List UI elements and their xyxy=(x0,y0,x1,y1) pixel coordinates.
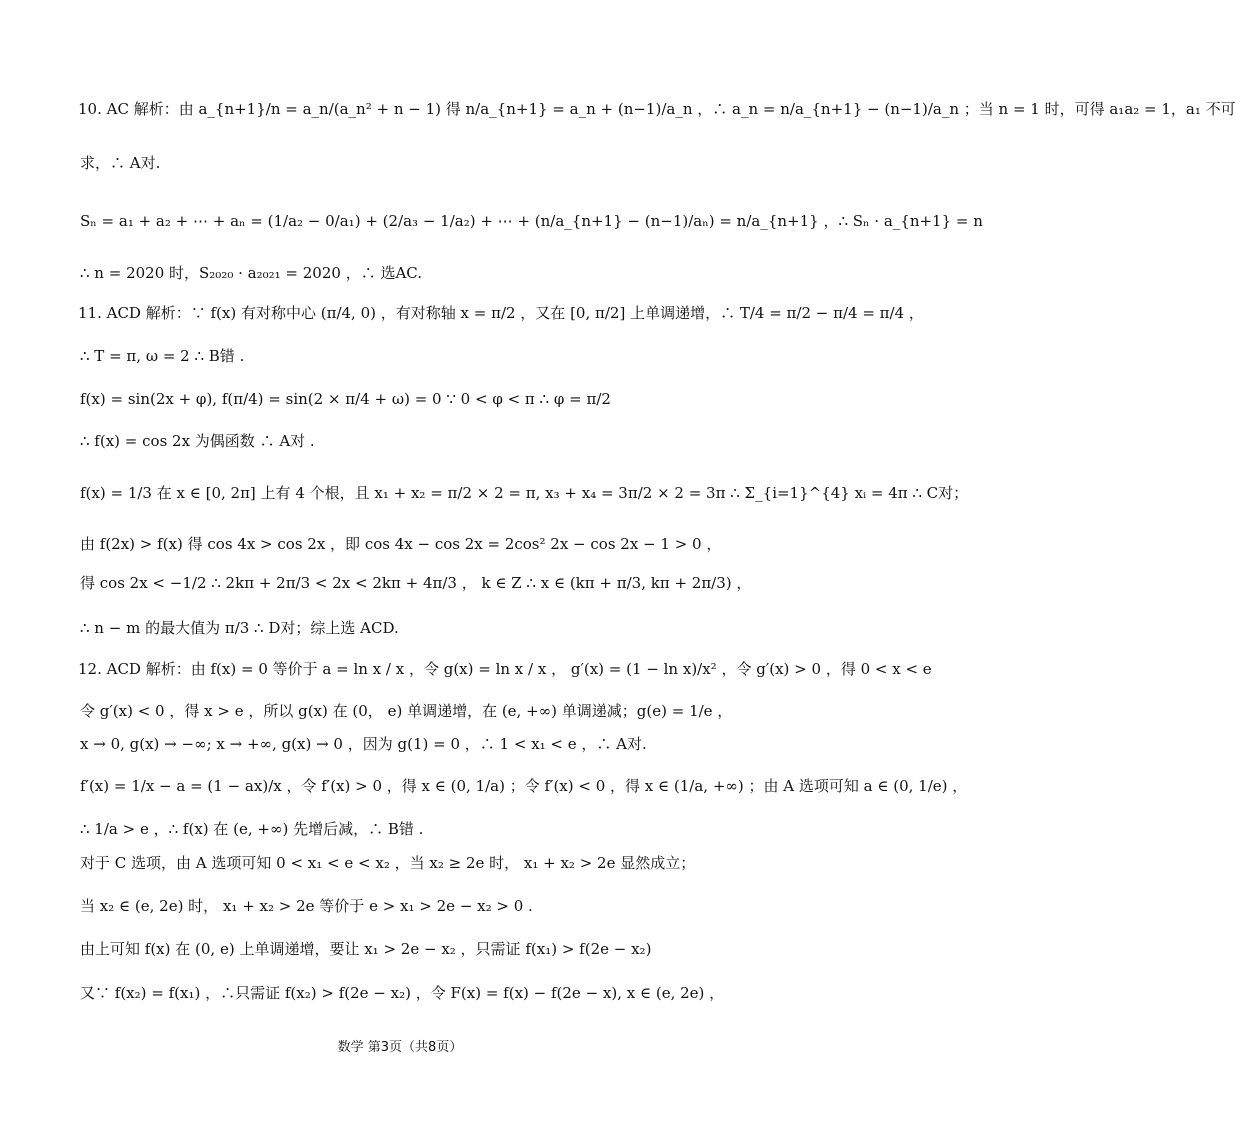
text-line-12: ∴ n − m 的最大值为 π/3 ∴ D对；综上选 ACD. xyxy=(80,619,399,637)
text-line-17: ∴ 1/a > e ，∴ f(x) 在 (e, +∞) 先增后减，∴ B错 . xyxy=(80,820,424,838)
text-line-7: f(x) = sin(2x + φ), f(π/4) = sin(2 × π/4 + ω) = 0 ∵ 0 < φ < π ∴ φ = π/2 xyxy=(80,390,611,408)
text-line-13: 12. ACD 解析：由 f(x) = 0 等价于 a = ln x / x ，令 g(x) = ln x / x ， g′(x) = (1 − ln x)/x² ，令 g′(x) > 0 ，得 0 < x < e xyxy=(78,660,932,678)
text-line-16: f′(x) = 1/x − a = (1 − ax)/x ，令 f′(x) > 0 ，得 x ∈ (0, 1/a) ；令 f′(x) < 0 ，得 x ∈ (1/a, +∞) ；由 A 选项可知 a ∈ (0, 1/e) ， xyxy=(80,777,968,795)
text-line-8: ∴ f(x) = cos 2x 为偶函数 ∴ A对 . xyxy=(80,432,315,450)
text-line-6: ∴ T = π, ω = 2 ∴ B错 . xyxy=(80,347,245,365)
text-line-21: 又∵ f(x₂) = f(x₁) ，∴只需证 f(x₂) > f(2e − x₂) ，令 F(x) = f(x) − f(2e − x), x ∈ (e, 2e) ， xyxy=(80,984,725,1002)
text-line-15: x → 0, g(x) → −∞; x → +∞, g(x) → 0 ，因为 g(1) = 0 ，∴ 1 < x₁ < e ，∴ A对. xyxy=(80,735,647,753)
text-line-14: 令 g′(x) < 0 ，得 x > e ，所以 g(x) 在 (0， e) 单调递增，在 (e, +∞) 单调递减；g(e) = 1/e ， xyxy=(80,702,733,720)
text-line-5: 11. ACD 解析：∵ f(x) 有对称中心 (π/4, 0) ，有对称轴 x = π/2 ，又在 [0, π/2] 上单调递增，∴ T/4 = π/2 − π/4 = π/4 ， xyxy=(78,304,924,322)
text-line-3: Sₙ = a₁ + a₂ + ⋯ + aₙ = (1/a₂ − 0/a₁) + (2/a₃ − 1/a₂) + ⋯ + (n/a_{n+1} − (n−1)/aₙ) = n/a_{n+1} ，∴ Sₙ · a_{n+1} = n xyxy=(80,212,983,230)
text-line-9: f(x) = 1/3 在 x ∈ [0, 2π] 上有 4 个根，且 x₁ + x₂ = π/2 × 2 = π, x₃ + x₄ = 3π/2 × 2 = 3π ∴ Σ_{i=1}^{4} xᵢ = 4π ∴ C对； xyxy=(80,484,969,502)
text-line-10: 由 f(2x) > f(x) 得 cos 4x > cos 2x ，即 cos 4x − cos 2x = 2cos² 2x − cos 2x − 1 > 0 ， xyxy=(80,535,722,553)
text-line-19: 当 x₂ ∈ (e, 2e) 时， x₁ + x₂ > 2e 等价于 e > x₁ > 2e − x₂ > 0 . xyxy=(80,897,533,915)
text-line-18: 对于 C 选项，由 A 选项可知 0 < x₁ < e < x₂ ，当 x₂ ≥ 2e 时， x₁ + x₂ > 2e 显然成立； xyxy=(80,854,696,872)
text-line-20: 由上可知 f(x) 在 (0, e) 上单调递增，要让 x₁ > 2e − x₂ ，只需证 f(x₁) > f(2e − x₂) xyxy=(80,940,652,958)
text-line-2: 求，∴ A对. xyxy=(80,154,161,172)
text-line-4: ∴ n = 2020 时，S₂₀₂₀ · a₂₀₂₁ = 2020 ，∴ 选AC. xyxy=(80,264,423,282)
page-footer: 数学 第3页（共8页） xyxy=(337,1040,463,1055)
text-line-11: 得 cos 2x < −1/2 ∴ 2kπ + 2π/3 < 2x < 2kπ + 4π/3 ， k ∈ Z ∴ x ∈ (kπ + π/3, kπ + 2π/3) ， xyxy=(80,574,752,592)
text-line-1: 10. AC 解析：由 a_{n+1}/n = a_n/(a_n² + n − 1) 得 n/a_{n+1} = a_n + (n−1)/a_n ，∴ a_n = n/a_{n+1} − (n−1)/a_n ；当 n = 1 时，可得 a₁a₂ = 1，a₁ 不可 xyxy=(78,100,1236,118)
